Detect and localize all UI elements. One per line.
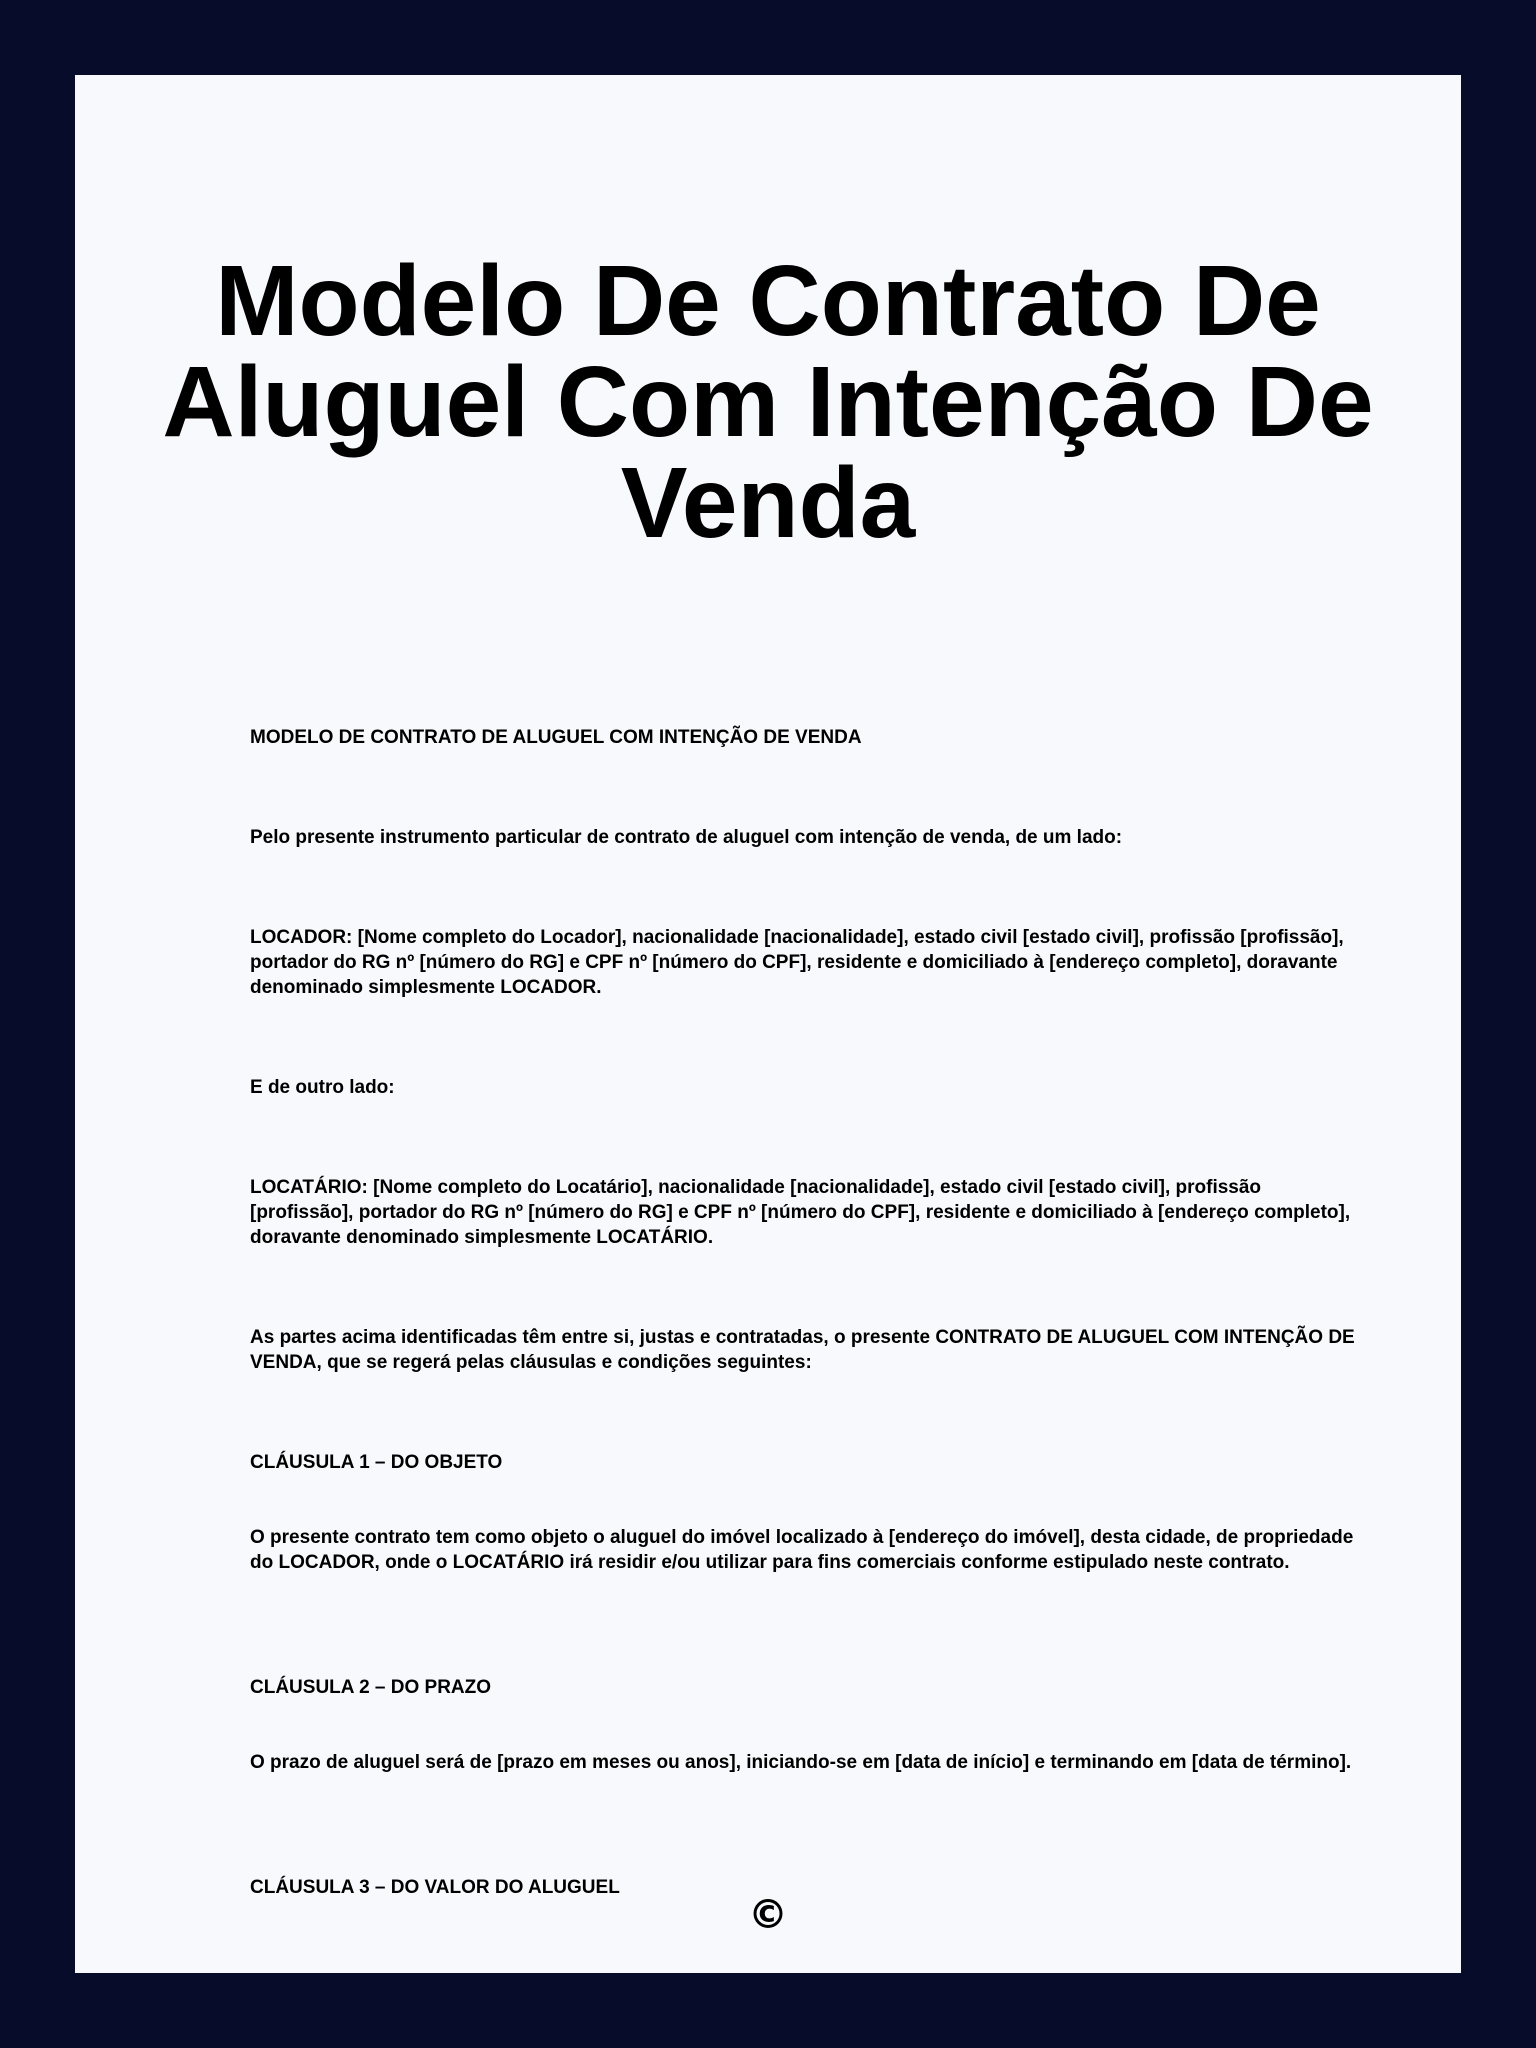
intro-paragraph: Pelo presente instrumento particular de contrato de aluguel com intenção de venda, de um lado:	[250, 827, 1123, 848]
copyright-icon: ©	[748, 1892, 788, 1938]
locatario-paragraph: LOCATÁRIO: [Nome completo do Locatário], nacionalidade [nacionalidade], estado civil [estado civil], profissão [profissão], portador do RG nº [número do RG] e CPF nº [número do CPF], residente e domiciliado à [endereço completo], doravante denominado simplesmente LOCATÁRIO.	[250, 1177, 1351, 1248]
clause-2-heading: CLÁUSULA 2 – DO PRAZO	[250, 1677, 492, 1698]
outro-lado-paragraph: E de outro lado:	[250, 1077, 395, 1098]
clause-3-heading: CLÁUSULA 3 – DO VALOR DO ALUGUEL	[250, 1877, 620, 1898]
clause-1-text: O presente contrato tem como objeto o aluguel do imóvel localizado à [endereço do imóvel], desta cidade, de propriedade do LOCADOR, onde o LOCATÁRIO irá residir e/ou utilizar para fins comerciais conforme estipulado neste contrato.	[250, 1527, 1354, 1573]
page-title: Modelo De Contrato De Aluguel Com Intenção De Venda	[162, 245, 1374, 559]
document-page	[75, 75, 1461, 1973]
partes-paragraph: As partes acima identificadas têm entre si, justas e contratadas, o presente CONTRATO DE ALUGUEL COM INTENÇÃO DE VENDA, que se regerá pelas cláusulas e condições seguintes:	[250, 1327, 1355, 1373]
clause-1-heading: CLÁUSULA 1 – DO OBJETO	[250, 1452, 503, 1473]
document-heading: MODELO DE CONTRATO DE ALUGUEL COM INTENÇÃO DE VENDA	[250, 727, 862, 748]
locador-paragraph: LOCADOR: [Nome completo do Locador], nacionalidade [nacionalidade], estado civil [estado civil], profissão [profissão], portador do RG nº [número do RG] e CPF nº [número do CPF], residente e domiciliado à [endereço completo], doravante denominado simplesmente LOCADOR.	[250, 927, 1344, 998]
clause-2-text: O prazo de aluguel será de [prazo em meses ou anos], iniciando-se em [data de início] e terminando em [data de término].	[250, 1752, 1352, 1773]
